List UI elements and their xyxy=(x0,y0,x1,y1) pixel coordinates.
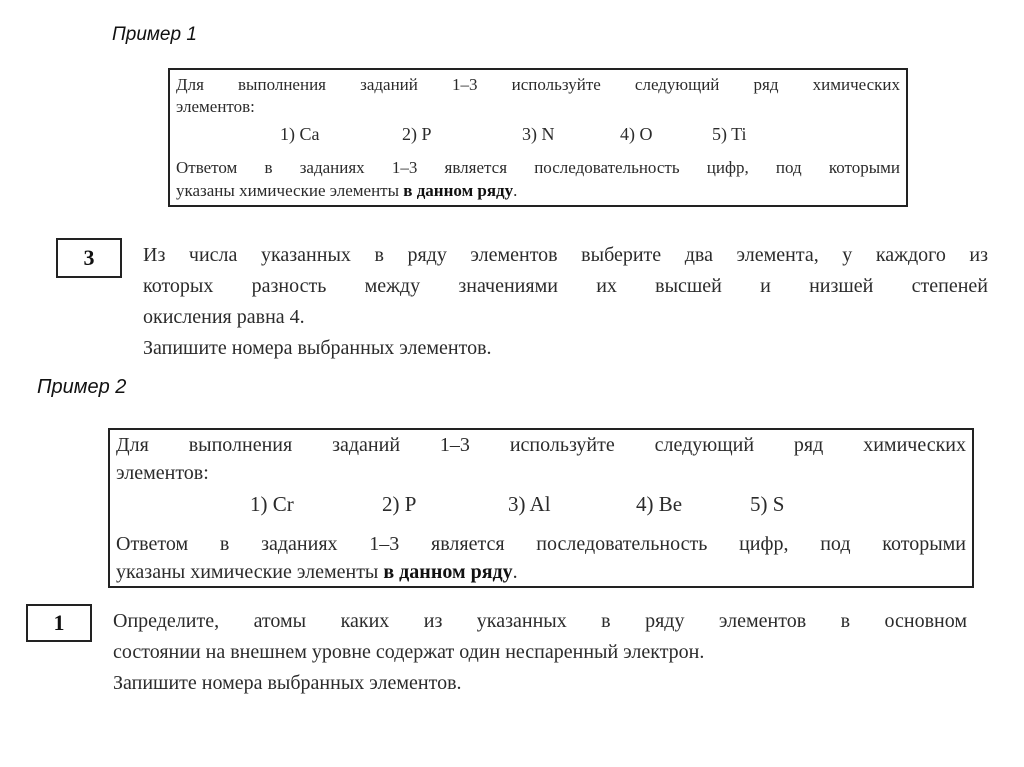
example-2-title: Пример 2 xyxy=(37,376,127,398)
answer-line xyxy=(176,181,900,201)
element-item: 5) S xyxy=(750,492,785,516)
answer-line xyxy=(116,561,966,584)
answer-emphasis: в данном ряду xyxy=(403,181,514,200)
instructions-line: элементов: xyxy=(116,462,209,484)
element-item: 1) Cr xyxy=(250,492,294,516)
example-1-instructions-box xyxy=(168,68,908,207)
answer-text: указаны химические элементы xyxy=(116,561,384,583)
task-line: Запишите номера выбранных элементов. xyxy=(113,672,462,694)
task-number-box: 3 xyxy=(56,238,122,278)
elements-row xyxy=(110,492,972,520)
example-2-instructions-box xyxy=(108,428,974,588)
element-item: 2) P xyxy=(402,124,432,144)
element-item: 2) P xyxy=(382,492,417,516)
task-line: Определите, атомы каких из указанных в ряду элементов в основном xyxy=(113,610,967,632)
task-line: окисления равна 4. xyxy=(143,306,305,328)
element-item: 1) Ca xyxy=(280,124,320,144)
element-item: 5) Ti xyxy=(712,124,747,144)
elements-row xyxy=(170,124,906,148)
answer-line: Ответом в заданиях 1–3 является последовательность цифр, под которыми xyxy=(116,533,966,555)
answer-emphasis: в данном ряду xyxy=(383,561,513,583)
element-item: 4) Be xyxy=(636,492,683,516)
task-line: Запишите номера выбранных элементов. xyxy=(143,337,492,359)
answer-period: . xyxy=(513,181,518,200)
example-2-task xyxy=(113,610,967,710)
element-item: 4) O xyxy=(620,124,653,144)
answer-line: Ответом в заданиях 1–3 является последовательность цифр, под которыми xyxy=(176,158,900,177)
task-line: состоянии на внешнем уровне содержат один неспаренный электрон. xyxy=(113,641,705,663)
example-1-task xyxy=(143,244,988,364)
instructions-line: Для выполнения заданий 1–3 используйте следующий ряд химических xyxy=(176,75,900,94)
element-item: 3) Al xyxy=(508,492,551,516)
task-number-box: 1 xyxy=(26,604,92,642)
answer-period: . xyxy=(512,561,518,583)
instructions-line: элементов: xyxy=(176,97,255,116)
instructions-line: Для выполнения заданий 1–3 используйте следующий ряд химических xyxy=(116,434,966,456)
element-item: 3) N xyxy=(522,124,555,144)
answer-text: указаны химические элементы xyxy=(176,181,404,200)
task-line: которых разность между значениями их высшей и низшей степеней xyxy=(143,275,988,297)
example-1-title: Пример 1 xyxy=(112,24,197,45)
task-line: Из числа указанных в ряду элементов выберите два элемента, у каждого из xyxy=(143,244,988,266)
